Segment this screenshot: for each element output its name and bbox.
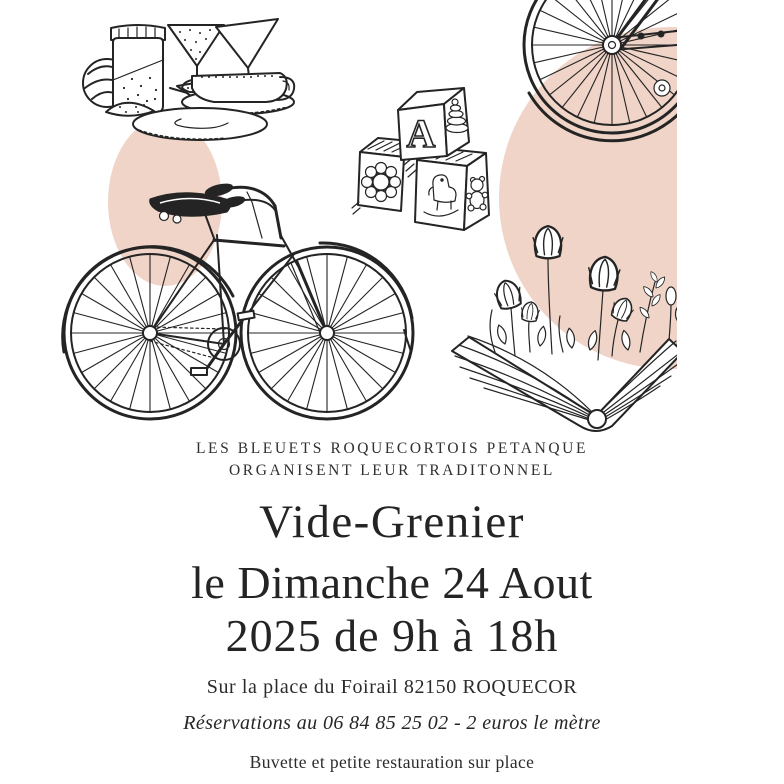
block-letter: A (406, 111, 436, 156)
event-time: 2025 de 9h à 18h (225, 610, 559, 661)
event-date: le Dimanche 24 Aout (191, 557, 593, 608)
organizer-line-1: LES BLEUETS ROQUECORTOIS PETANQUE (195, 440, 589, 457)
organizer-line-2: ORGANISENT LEUR TRADITONNEL (229, 462, 555, 479)
event-location: Sur la place du Foirail 82150 ROQUECOR (206, 676, 578, 698)
reservation-info: Réservations au 06 84 85 25 02 - 2 euros le mètre (183, 712, 601, 734)
refreshments-note: Buvette et petite restauration sur place (249, 752, 535, 772)
event-title: Vide-Grenier (259, 496, 525, 548)
kitchenware-illustration (83, 19, 294, 140)
toy-blocks-illustration (352, 88, 489, 230)
